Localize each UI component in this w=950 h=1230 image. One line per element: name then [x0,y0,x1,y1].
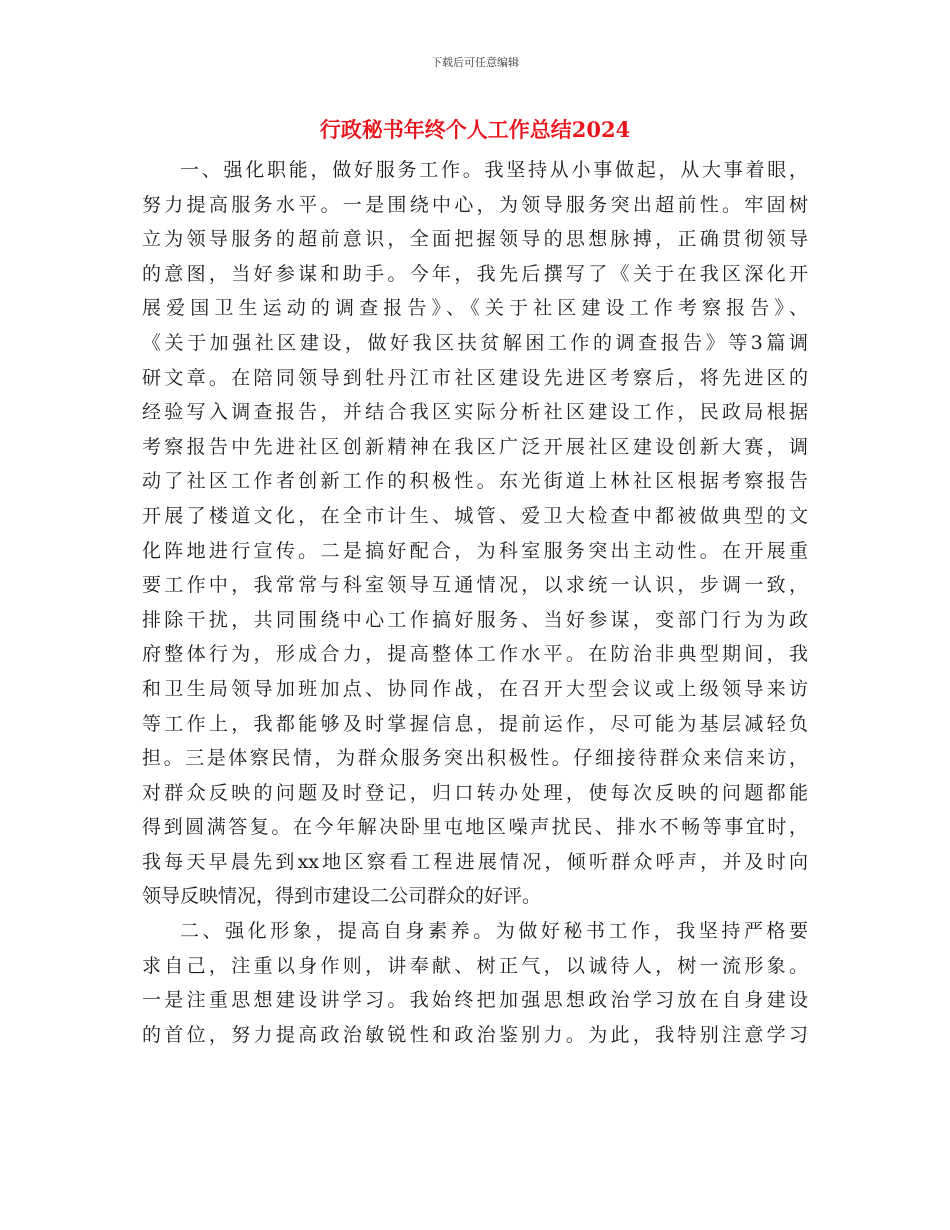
paragraph-line: 立为领导服务的超前意识，全面把握领导的思想脉搏，正确贯彻领导 [142,228,808,251]
paragraph-line: 努力提高服务水平。一是围绕中心，为领导服务突出超前性。牢固树 [142,193,808,216]
document-title: 行政秘书年终个人工作总结2024 [319,117,631,142]
paragraph-line: 担。三是体察民情，为群众服务突出积极性。仔细接待群众来信来访， [142,747,808,770]
paragraph-line: 等工作上，我都能够及时掌握信息，提前运作，尽可能为基层减轻负 [142,712,808,735]
page-header-note: 下载后可任意编辑 [431,56,519,69]
paragraph-line: 的意图，当好参谋和助手。今年，我先后撰写了《关于在我区深化开 [142,262,808,285]
paragraph-line: 要工作中，我常常与科室领导互通情况，以求统一认识，步调一致， [142,574,808,597]
document-body [142,153,808,1052]
paragraph-line: 我每天早晨先到xx地区察看工程进展情况，倾听群众呼声，并及时向 [142,850,808,873]
paragraph-line: 《关于加强社区建设，做好我区扶贫解困工作的调查报告》等3篇调 [142,331,808,354]
paragraph-line: 和卫生局领导加班加点、协同作战，在召开大型会议或上级领导来访 [142,677,808,700]
paragraph-1 [142,153,808,914]
paragraph-line: 考察报告中先进社区创新精神在我区广泛开展社区建设创新大赛，调 [142,435,808,458]
paragraph-line: 排除干扰，共同围绕中心工作搞好服务、当好参谋，变部门行为为政 [142,608,808,631]
paragraph-line: 对群众反映的问题及时登记，归口转办处理，使每次反映的问题都能 [142,781,808,804]
paragraph-line: 求自己，注重以身作则，讲奉献、树正气，以诚待人，树一流形象。 [142,954,808,977]
paragraph-line: 二、强化形象，提高自身素养。为做好秘书工作，我坚持严格要 [180,920,808,943]
paragraph-line: 化阵地进行宣传。二是搞好配合，为科室服务突出主动性。在开展重 [142,539,808,562]
paragraph-line: 展爱国卫生运动的调查报告》、《关于社区建设工作考察报告》、 [142,297,808,320]
paragraph-2 [142,914,808,1052]
paragraph-line: 的首位，努力提高政治敏锐性和政治鉴别力。为此，我特别注意学习 [142,1023,808,1046]
paragraph-line: 经验写入调查报告，并结合我区实际分析社区建设工作，民政局根据 [142,401,808,424]
paragraph-line: 研文章。在陪同领导到牡丹江市社区建设先进区考察后，将先进区的 [142,366,808,389]
paragraph-line: 一、强化职能，做好服务工作。我坚持从小事做起，从大事着眼， [180,159,808,181]
paragraph-line: 得到圆满答复。在今年解决卧里屯地区噪声扰民、排水不畅等事宜时， [142,816,808,839]
paragraph-line: 动了社区工作者创新工作的积极性。东光街道上林社区根据考察报告 [142,470,808,493]
paragraph-line: 府整体行为，形成合力，提高整体工作水平。在防治非典型期间，我 [142,643,808,666]
paragraph-line: 开展了楼道文化，在全市计生、城管、爱卫大检查中都被做典型的文 [142,504,808,527]
paragraph-line: 领导反映情况，得到市建设二公司群众的好评。 [142,885,542,908]
paragraph-line: 一是注重思想建设讲学习。我始终把加强思想政治学习放在自身建设 [142,989,808,1012]
